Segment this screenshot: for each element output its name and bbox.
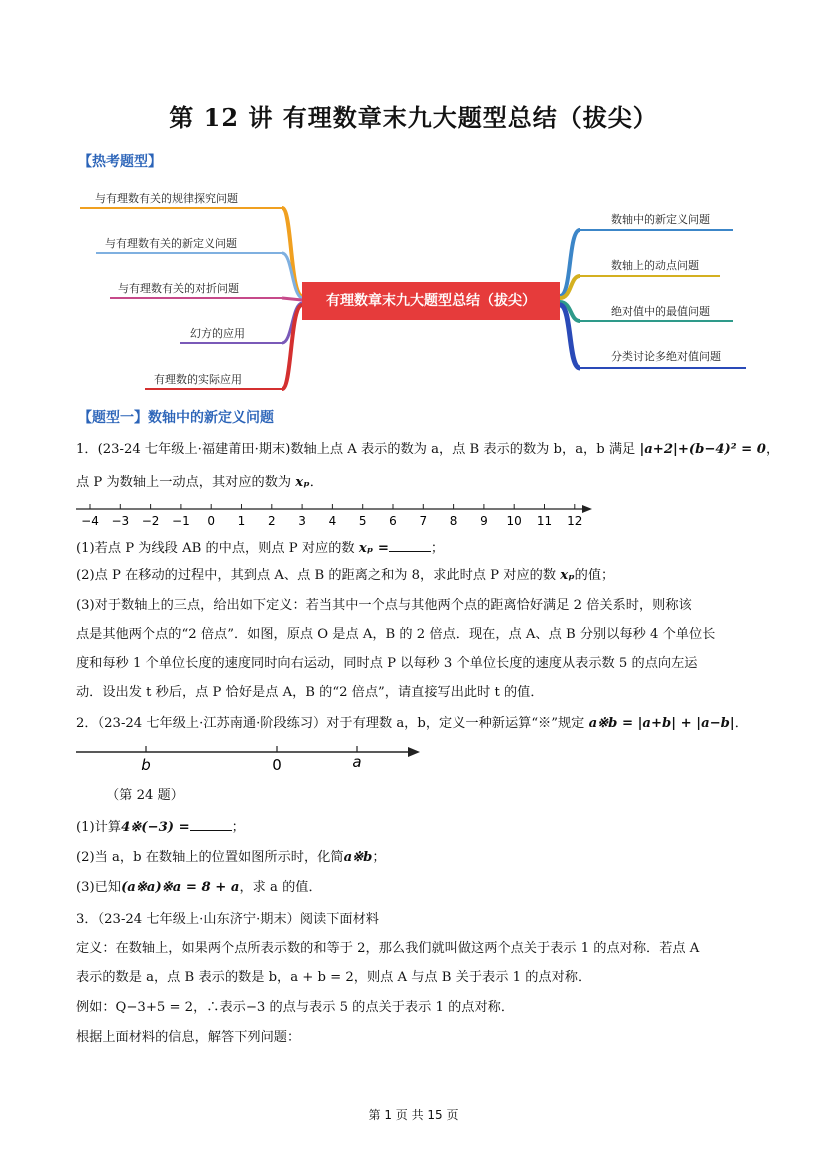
q3-line3: 表示的数是 a，点 B 表示的数是 b，a + b = 2，则点 A 与点 B 关于表示 1 的点对称． — [76, 970, 592, 985]
q1-sub1-text: (1)若点 P 为线段 AB 的中点，则点 P 对应的数 — [76, 541, 355, 556]
arrow-icon — [408, 747, 420, 757]
tick-label: −2 — [141, 514, 160, 528]
label-a: a — [352, 753, 362, 771]
answer-blank[interactable] — [190, 817, 232, 831]
tick-label: −1 — [172, 514, 190, 528]
tick-label: 4 — [328, 514, 337, 528]
punct: ， — [765, 442, 780, 457]
xp-symbol: xₚ — [560, 568, 575, 583]
page-footer: 第 1 页 共 15 页 — [368, 1108, 459, 1122]
q3-line2: 定义：在数轴上，如果两个点所表示数的和等于 2，那么我们就叫做这两个点关于表示 1 的点对称．若点 A — [76, 941, 700, 956]
tick-label: 8 — [449, 514, 458, 528]
q1-line2 — [76, 473, 323, 492]
q2-text: 2．（23-24 七年级上·江苏南通·阶段练习）对于有理数 a，b，定义一种新运算“※”规定 — [76, 716, 585, 731]
q1-sub3-line: (3)对于数轴上的三点，给出如下定义：若当其中一个点与其他两个点的距离恰好满足 2 倍关系时，则称该 — [76, 598, 692, 613]
q1-sub2 — [76, 566, 614, 585]
tick-label: 10 — [506, 514, 522, 528]
q1-text: 1．(23-24 七年级上·福建莆田·期末)数轴上点 A 表示的数为 a，点 B 表示的数为 b，a，b 满足 — [76, 442, 636, 457]
tick-label: 1 — [237, 514, 246, 528]
q1-sub2-text: (2)点 P 在移动的过程中，其到点 A、点 B 的距离之和为 8，求此时点 P 对应的数 — [76, 568, 557, 583]
xp-symbol: xₚ = — [358, 541, 389, 556]
q2-formula: a※b = |a+b| + |a−b| — [588, 716, 735, 731]
xp-symbol: xₚ — [295, 475, 310, 490]
tick-label: 2 — [267, 514, 276, 528]
mindmap-left-node: 与有理数有关的规律探究问题 — [95, 192, 238, 205]
page-title: 第 12 讲 有理数章末九大题型总结（拔尖） — [169, 103, 658, 132]
mindmap-left-node: 与有理数有关的新定义问题 — [105, 237, 237, 250]
punct: ； — [231, 820, 245, 835]
punct: ． — [734, 716, 748, 731]
punct: ． — [309, 475, 323, 490]
q1-line1 — [76, 440, 779, 459]
q2-sub3 — [76, 878, 322, 897]
q2-sub3-text-end: ，求 a 的值． — [239, 880, 322, 895]
tick-label: 12 — [567, 514, 583, 528]
q2-sub2 — [76, 848, 386, 867]
tick-label: 7 — [419, 514, 428, 528]
q2-sub1-text: (1)计算 — [76, 820, 122, 835]
q2-sub1-expr: 4※(−3) = — [121, 820, 190, 835]
tick-label: −4 — [81, 514, 99, 528]
tick-label: −3 — [111, 514, 130, 528]
punct: 的值； — [574, 568, 615, 583]
mindmap-right-node: 绝对值中的最值问题 — [611, 305, 710, 318]
q2-sub1 — [76, 817, 245, 837]
tick-label: 5 — [358, 514, 367, 528]
q2-line1 — [76, 714, 748, 733]
q1-text: 点 P 为数轴上一动点，其对应的数为 — [76, 475, 292, 490]
mindmap-right-node: 分类讨论多绝对值问题 — [611, 350, 721, 363]
answer-blank[interactable] — [389, 538, 431, 552]
figure-caption: （第 24 题） — [106, 788, 184, 803]
q3-line5: 根据上面材料的信息，解答下列问题： — [76, 1030, 301, 1045]
q1-sub3-line: 点是其他两个点的“2 倍点”．如图，原点 O 是点 A，B 的 2 倍点．现在，点 A、点 B 分别以每秒 4 个单位长 — [76, 627, 716, 642]
q2-sub3-expr: (a※a)※a = 8 + a — [121, 880, 240, 895]
hot-topics-label: 【热考题型】 — [78, 154, 162, 170]
arrow-icon — [582, 505, 592, 513]
number-line-1 — [70, 500, 600, 534]
punct: ； — [372, 850, 386, 865]
tick-label: 6 — [389, 514, 397, 528]
tick-label: 11 — [536, 514, 553, 528]
punct: ； — [430, 541, 445, 556]
tick-label: 0 — [207, 514, 216, 528]
mindmap-left-node: 有理数的实际应用 — [154, 373, 242, 386]
label-0: 0 — [272, 756, 282, 774]
tick-label: 3 — [298, 514, 306, 528]
mindmap-right-node: 数轴中的新定义问题 — [611, 213, 710, 226]
q1-sub3-line: 度和每秒 1 个单位长度的速度同时向右运动，同时点 P 以每秒 3 个单位长度的速度从表示数 5 的点向左运 — [76, 656, 698, 671]
mindmap-center-node: 有理数章末九大题型总结（拔尖） — [302, 282, 560, 320]
q2-sub2-text: (2)当 a，b 在数轴上的位置如图所示时，化简 — [76, 850, 344, 865]
q1-sub3-line: 动．设出发 t 秒后，点 P 恰好是点 A，B 的“2 倍点”，请直接写出此时 t 的值． — [76, 685, 544, 700]
section-heading: 【题型一】数轴中的新定义问题 — [78, 410, 274, 426]
tick-label: 9 — [480, 514, 488, 528]
q3-line1: 3．（23-24 七年级上·山东济宁·期末）阅读下面材料 — [76, 912, 379, 927]
mindmap-left-node: 幻方的应用 — [190, 327, 245, 340]
mindmap-left-node: 与有理数有关的对折问题 — [118, 282, 239, 295]
number-line-2 — [74, 738, 424, 778]
label-b: b — [141, 756, 151, 774]
q1-formula: |a+2|+(b−4)² = 0 — [639, 442, 766, 457]
mindmap-right-node: 数轴上的动点问题 — [611, 259, 699, 272]
q2-sub3-text: (3)已知 — [76, 880, 122, 895]
q1-sub1 — [76, 538, 444, 558]
q2-sub2-expr: a※b — [343, 850, 373, 865]
q3-line4: 例如：Q−3+5 = 2，∴表示−3 的点与表示 5 的点关于表示 1 的点对称． — [76, 1000, 515, 1015]
